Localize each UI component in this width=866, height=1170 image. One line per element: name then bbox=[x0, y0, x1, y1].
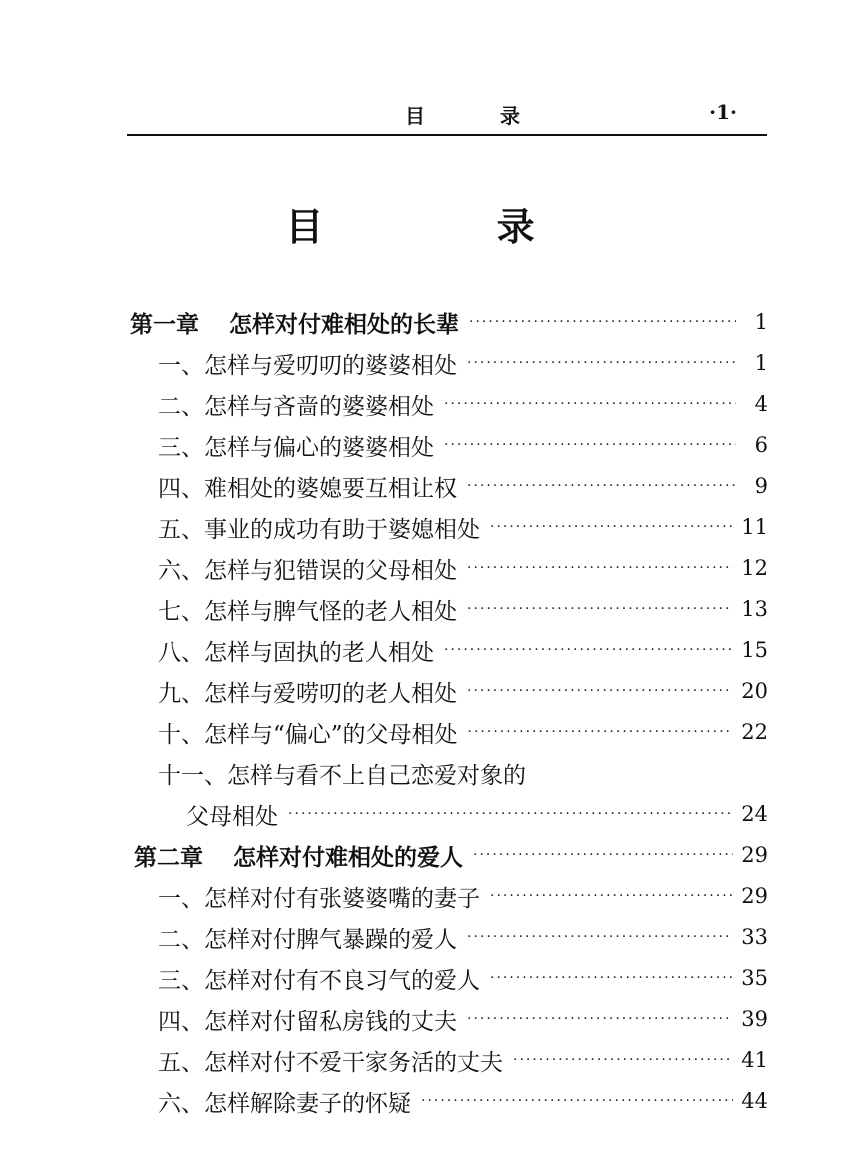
toc-page-number: 29 bbox=[741, 843, 768, 867]
toc-entry[interactable] bbox=[158, 712, 768, 752]
toc-entry-title: 一、怎样与爱叨叨的婆婆相处 bbox=[158, 352, 457, 379]
toc-page-number: 11 bbox=[741, 515, 768, 539]
toc-entry[interactable] bbox=[158, 343, 768, 383]
toc-entry-title: 四、怎样对付留私房钱的丈夫 bbox=[158, 1008, 457, 1035]
dot-leader bbox=[468, 724, 734, 740]
toc-entry-title: 父母相处 bbox=[186, 803, 278, 830]
toc-entry[interactable] bbox=[158, 999, 768, 1039]
toc-entry[interactable] bbox=[158, 1040, 768, 1080]
toc-entry-title: 三、怎样与偏心的婆婆相处 bbox=[158, 434, 434, 461]
dot-leader bbox=[490, 519, 733, 535]
toc-entry[interactable] bbox=[158, 384, 768, 424]
toc-entry-title: 二、怎样与吝啬的婆婆相处 bbox=[158, 393, 434, 420]
toc-page-number: 12 bbox=[741, 556, 768, 580]
dot-leader bbox=[490, 888, 733, 904]
toc-page-number: 15 bbox=[741, 638, 768, 662]
toc-entry-title: 四、难相处的婆媳要互相让权 bbox=[158, 475, 457, 502]
toc-chapter-1[interactable] bbox=[130, 302, 768, 342]
page-title: 目 录 bbox=[285, 204, 615, 249]
dot-leader bbox=[467, 478, 736, 494]
toc-entry-title: 十一、怎样与看不上自己恋爱对象的 bbox=[158, 762, 526, 789]
toc-entry-title: 十、怎样与“偏心”的父母相处 bbox=[158, 721, 458, 748]
toc-page-number: 44 bbox=[741, 1089, 768, 1113]
toc-entry[interactable] bbox=[158, 548, 768, 588]
toc-entry[interactable] bbox=[158, 425, 768, 465]
dot-leader bbox=[444, 642, 733, 658]
toc-page-number: 22 bbox=[741, 720, 768, 744]
dot-leader bbox=[513, 1052, 733, 1068]
toc-entry[interactable] bbox=[158, 630, 768, 670]
dot-leader bbox=[444, 437, 736, 453]
toc-chapter-title: 怎样对付难相处的长辈 bbox=[229, 310, 459, 338]
running-header-title: 目 录 bbox=[405, 104, 554, 128]
toc-page-number: 35 bbox=[741, 966, 768, 990]
dot-leader bbox=[467, 355, 736, 371]
toc-page-number: 6 bbox=[754, 433, 768, 457]
toc-entry-continuation[interactable] bbox=[186, 794, 768, 834]
toc-page-number: 4 bbox=[754, 392, 768, 416]
dot-leader bbox=[467, 683, 733, 699]
toc-entry[interactable] bbox=[158, 589, 768, 629]
dot-leader bbox=[467, 929, 733, 945]
toc-entry-title: 五、事业的成功有助于婆媳相处 bbox=[158, 516, 480, 543]
dot-leader bbox=[490, 970, 733, 986]
toc-page-number: 24 bbox=[741, 802, 768, 826]
toc-entry-title: 一、怎样对付有张婆婆嘴的妻子 bbox=[158, 885, 480, 912]
toc-entry-title: 三、怎样对付有不良习气的爱人 bbox=[158, 967, 480, 994]
toc-entry-title: 六、怎样与犯错误的父母相处 bbox=[158, 557, 457, 584]
toc-entry[interactable] bbox=[158, 671, 768, 711]
toc-entry[interactable] bbox=[158, 1081, 768, 1121]
dot-leader bbox=[473, 847, 733, 863]
toc-entry[interactable] bbox=[158, 958, 768, 998]
running-header-page-number: ·1· bbox=[709, 100, 737, 124]
toc-entry-title: 六、怎样解除妻子的怀疑 bbox=[158, 1090, 411, 1117]
header-rule bbox=[127, 134, 767, 136]
dot-leader bbox=[469, 314, 736, 330]
toc-page-number: 41 bbox=[741, 1048, 768, 1072]
dot-leader bbox=[467, 601, 733, 617]
toc-entry[interactable] bbox=[158, 507, 768, 547]
dot-leader bbox=[444, 396, 736, 412]
dot-leader bbox=[421, 1093, 733, 1109]
toc-page-number: 33 bbox=[741, 925, 768, 949]
toc-entry-title: 五、怎样对付不爱干家务活的丈夫 bbox=[158, 1049, 503, 1076]
toc-page-number: 1 bbox=[754, 310, 768, 334]
toc-chapter-label bbox=[130, 306, 459, 339]
dot-leader bbox=[467, 1011, 733, 1027]
running-header bbox=[127, 98, 767, 132]
toc-page-number: 9 bbox=[754, 474, 768, 498]
toc-entry-title: 九、怎样与爱唠叨的老人相处 bbox=[158, 680, 457, 707]
dot-leader bbox=[288, 806, 733, 822]
toc-page-number: 1 bbox=[754, 351, 768, 375]
toc-page-number: 13 bbox=[741, 597, 768, 621]
dot-leader bbox=[467, 560, 733, 576]
toc-chapter-2[interactable] bbox=[134, 835, 768, 875]
toc-entry-title: 七、怎样与脾气怪的老人相处 bbox=[158, 598, 457, 625]
toc-entry-wrapped-line[interactable] bbox=[158, 753, 768, 793]
toc-chapter-number: 第二章 bbox=[134, 843, 203, 871]
toc-page-number: 29 bbox=[741, 884, 768, 908]
toc-entry[interactable] bbox=[158, 917, 768, 957]
toc-entry-title: 八、怎样与固执的老人相处 bbox=[158, 639, 434, 666]
toc-chapter-label bbox=[134, 839, 463, 872]
toc-chapter-title: 怎样对付难相处的爱人 bbox=[233, 843, 463, 871]
toc-entry[interactable] bbox=[158, 466, 768, 506]
toc-page-number: 39 bbox=[741, 1007, 768, 1031]
toc-chapter-number: 第一章 bbox=[130, 310, 199, 338]
toc-entry[interactable] bbox=[158, 876, 768, 916]
toc-page-number: 20 bbox=[741, 679, 768, 703]
toc-entry-title: 二、怎样对付脾气暴躁的爱人 bbox=[158, 926, 457, 953]
